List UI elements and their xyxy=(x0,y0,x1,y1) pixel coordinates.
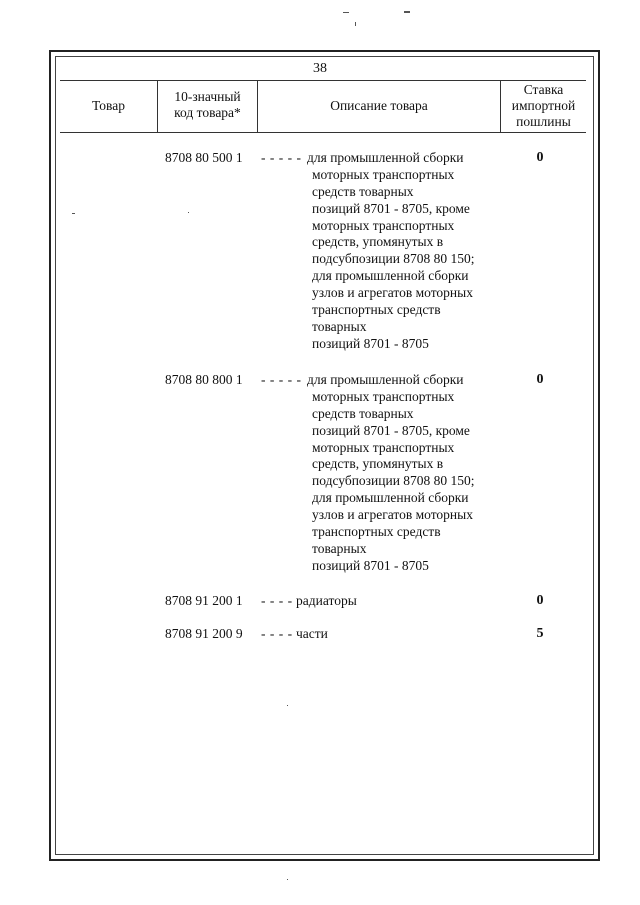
description-line: подсубпозиции 8708 80 150; xyxy=(312,251,475,267)
header-description xyxy=(258,98,500,114)
description-line: части xyxy=(296,626,328,641)
scan-speck xyxy=(287,879,288,880)
row-level-dashes: - - - - - xyxy=(261,150,302,165)
header-goods-label: Товар xyxy=(92,98,125,113)
description-line: средств, упомянутых в xyxy=(312,456,444,472)
description-line: моторных транспортных xyxy=(312,217,455,233)
description-line: товарных xyxy=(312,540,367,556)
scan-speck xyxy=(72,213,75,214)
description-line: товарных xyxy=(312,318,367,334)
row-description xyxy=(0,626,328,643)
description-line: транспортных средств xyxy=(312,302,441,318)
description-line: средств товарных xyxy=(312,183,414,199)
row-rate: 0 xyxy=(536,372,544,387)
description-line: моторных транспортных xyxy=(312,166,455,182)
description-line: радиаторы xyxy=(296,593,357,608)
scan-speck xyxy=(287,705,288,706)
description-line: для промышленной сборки xyxy=(312,268,469,284)
description-line: для промышленной сборки xyxy=(312,490,469,506)
description-line: узлов и агрегатов моторных xyxy=(312,507,473,523)
row-level-dashes: - - - - - xyxy=(261,372,302,387)
header-code-line: 10-значный xyxy=(174,89,241,104)
page-number: 38 xyxy=(313,61,327,76)
description-line: транспортных средств xyxy=(312,524,441,540)
row-code: 8708 80 500 1 xyxy=(165,150,243,165)
header-rate-line: импортной xyxy=(511,98,576,113)
row-rate: 0 xyxy=(536,150,544,165)
header-rate xyxy=(501,82,586,130)
description-line: для промышленной сборки xyxy=(307,150,464,165)
description-line: позиций 8701 - 8705 xyxy=(312,557,429,573)
header-top-rule xyxy=(60,80,586,81)
row-level-dashes: - - - - xyxy=(261,593,293,608)
row-code: 8708 91 200 9 xyxy=(165,626,243,641)
description-line: средств товарных xyxy=(312,405,414,421)
description-line: средств, упомянутых в xyxy=(312,234,444,250)
scan-speck xyxy=(404,11,410,13)
header-rate-line: пошлины xyxy=(516,114,571,129)
description-line: подсубпозиции 8708 80 150; xyxy=(312,473,475,489)
scan-speck xyxy=(355,22,356,26)
row-rate: 5 xyxy=(536,626,544,641)
description-line: моторных транспортных xyxy=(312,439,455,455)
row-code: 8708 80 800 1 xyxy=(165,372,243,387)
row-rate: 0 xyxy=(536,593,544,608)
header-goods xyxy=(60,98,157,114)
row-level-dashes: - - - - xyxy=(261,626,293,641)
description-line: узлов и агрегатов моторных xyxy=(312,285,473,301)
scan-speck xyxy=(188,212,189,213)
description-line: для промышленной сборки xyxy=(307,372,464,387)
row-description xyxy=(0,372,475,575)
scan-speck xyxy=(343,12,349,13)
row-code: 8708 91 200 1 xyxy=(165,593,243,608)
row-description xyxy=(0,150,475,353)
row-description xyxy=(0,593,357,610)
header-code xyxy=(158,89,257,121)
description-line: позиций 8701 - 8705, кроме xyxy=(312,422,470,438)
header-rate-line: Ставка xyxy=(523,82,564,97)
description-line: позиций 8701 - 8705 xyxy=(312,335,429,351)
description-line: позиций 8701 - 8705, кроме xyxy=(312,200,470,216)
description-line: моторных транспортных xyxy=(312,388,455,404)
header-description-label: Описание товара xyxy=(330,98,428,113)
header-bottom-rule xyxy=(60,132,586,133)
header-code-line: код товара* xyxy=(174,105,241,120)
